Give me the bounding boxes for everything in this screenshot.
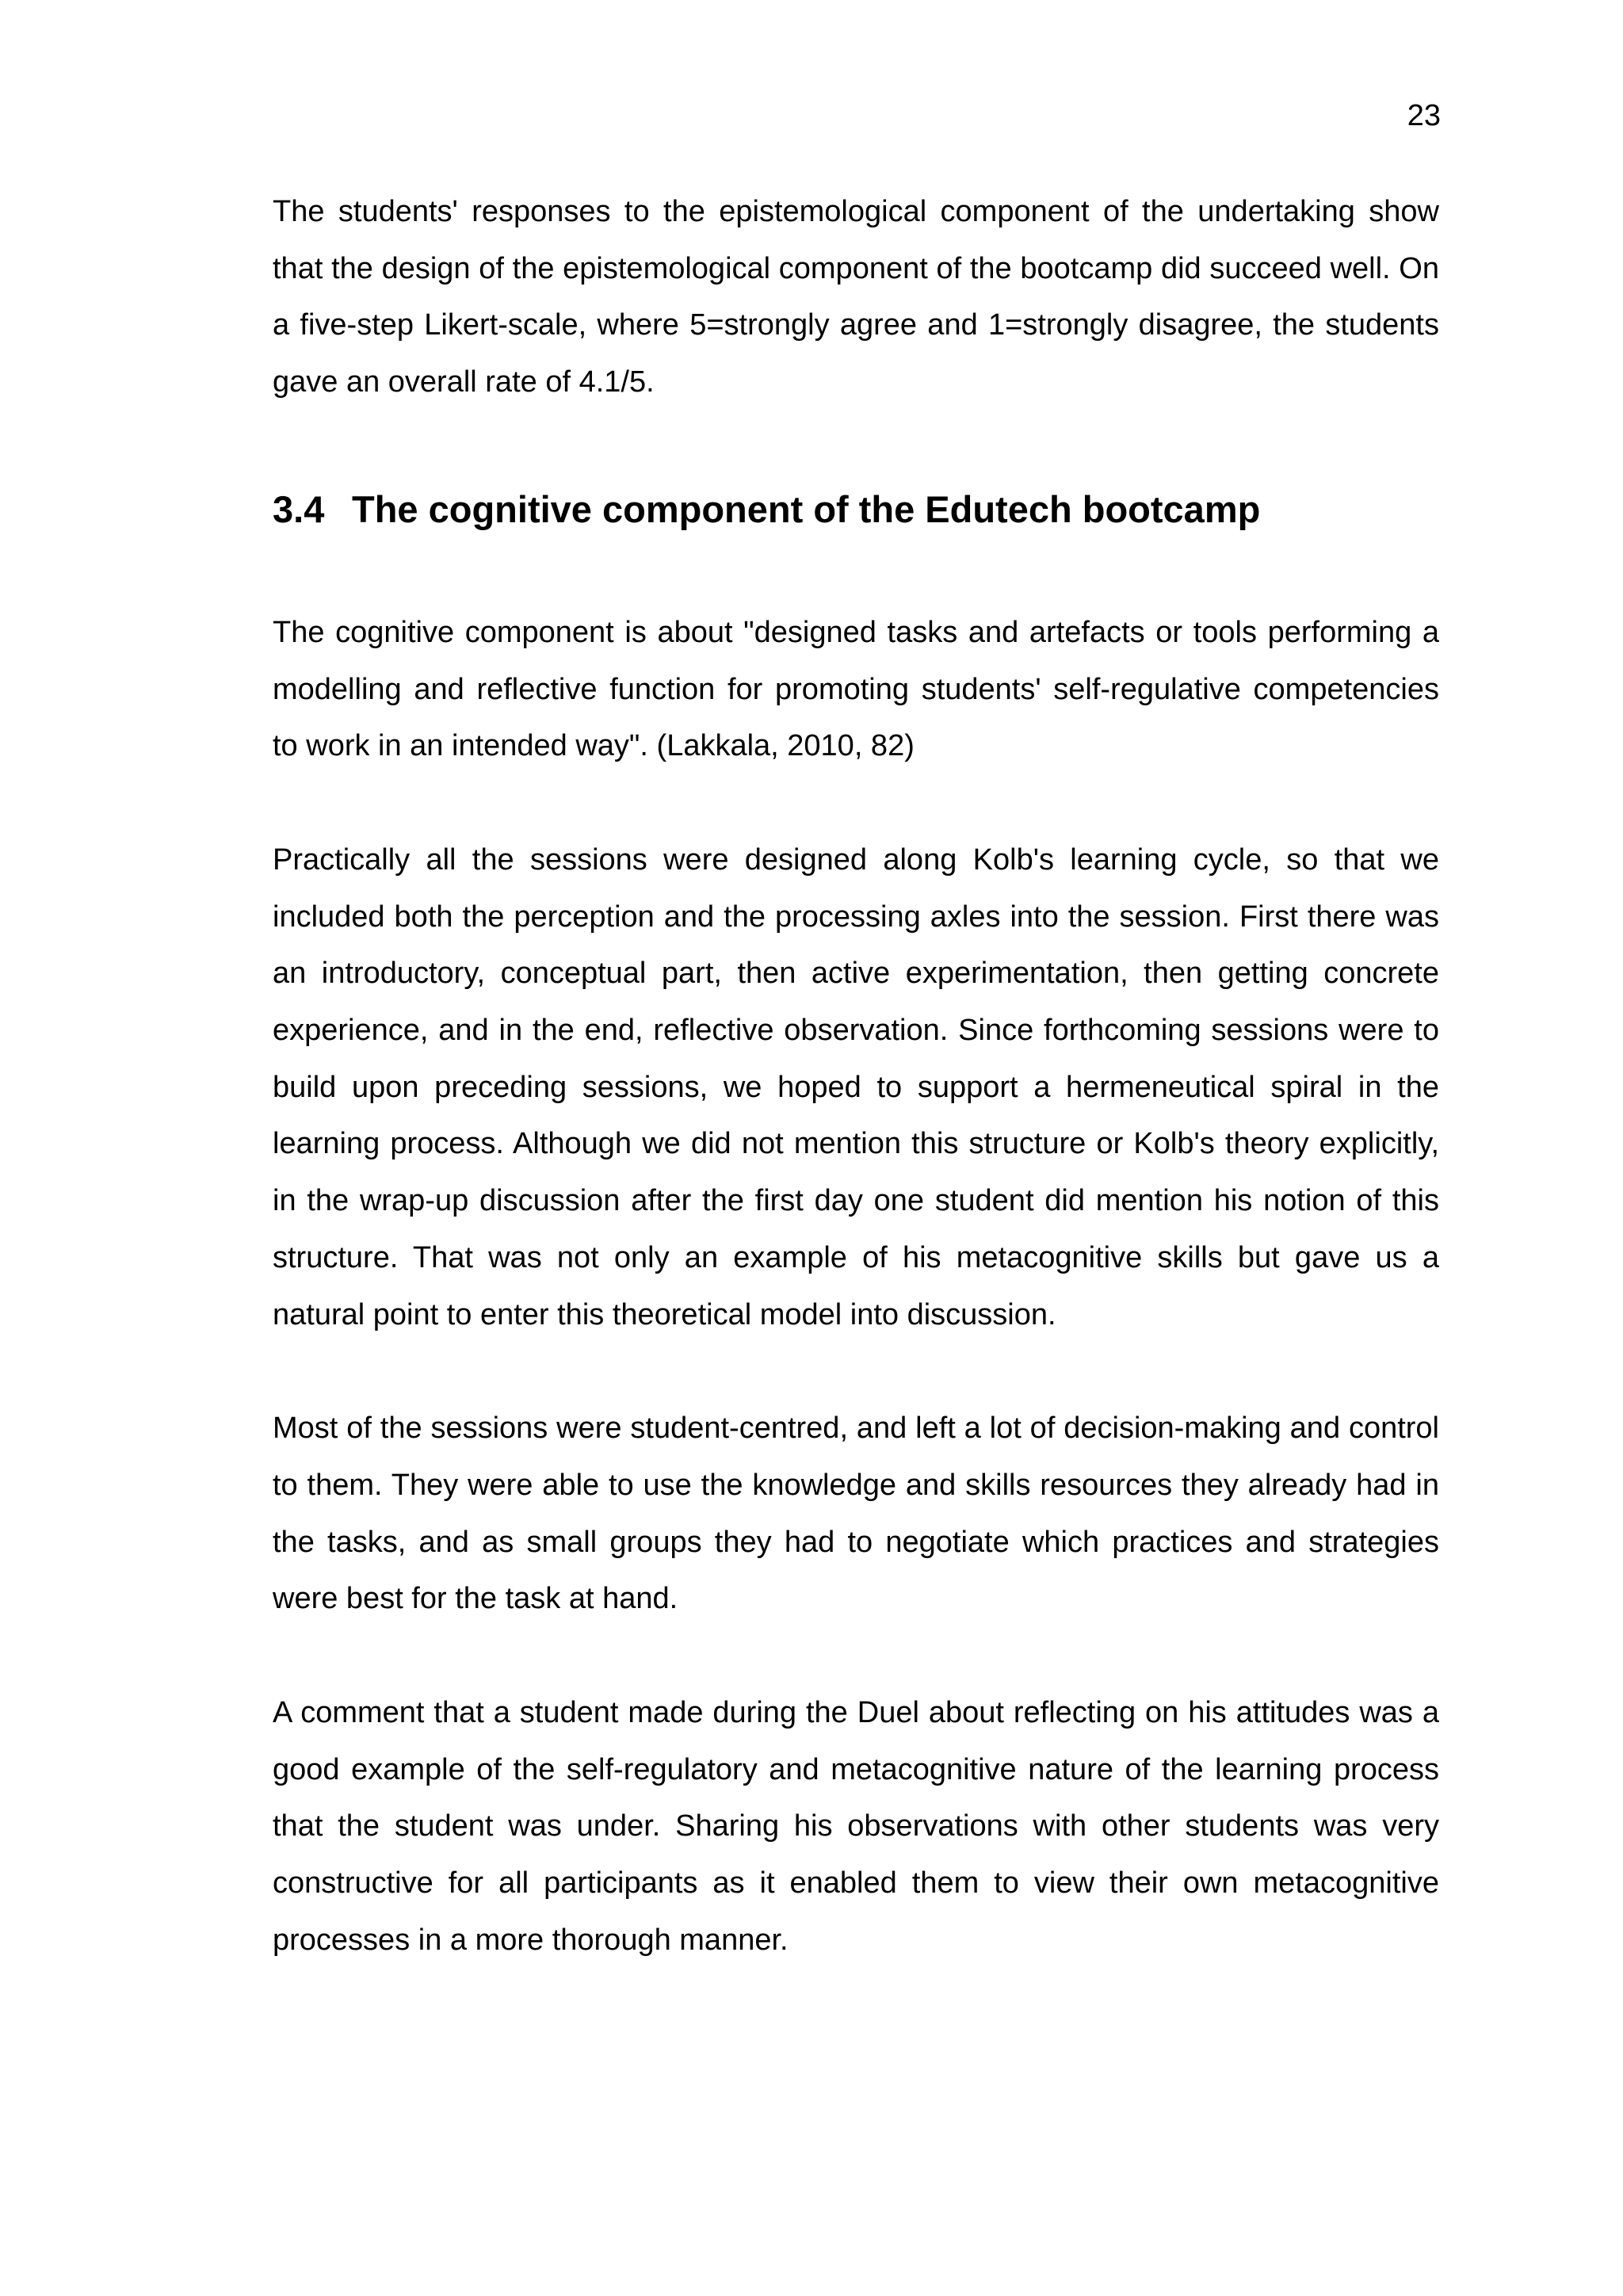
- section-title: The cognitive component of the Edutech bootcamp: [352, 487, 1261, 530]
- section-number: 3.4: [273, 487, 325, 530]
- paragraph-epistemological-results: The students' responses to the epistemological component of the undertaking show that the design of the epistemological component of the bootcamp did succeed well. On a five-step Likert-scale, where 5=strongly agree and 1=strongly disagree, the students gave an overall rate of 4.1/5.: [273, 195, 1439, 399]
- page-content: [273, 184, 1439, 1969]
- section-heading: [273, 487, 1439, 532]
- paragraph-kolb-cycle: Practically all the sessions were designed along Kolb's learning cycle, so that we included both the perception and the processing axles into the session. First there was an introductory, conceptual part, then active experimentation, then getting concrete experience, and in the end, reflective observation. Since forthcoming sessions were to build upon preceding sessions, we hoped to support a hermeneutical spiral in the learning process. Although we did not mention this structure or Kolb's theory explicitly, in the wrap-up discussion after the first day one student did mention his notion of this structure. That was not only an example of his metacognitive skills but gave us a natural point to enter this theoretical model into discussion.: [273, 842, 1439, 1331]
- paragraph-cognitive-definition: The cognitive component is about "designed tasks and artefacts or tools performing a modelling and reflective function for promoting students' self-regulative competencies to work in an intended way". (Lakkala, 2010, 82): [273, 615, 1439, 763]
- paragraph-student-centred: Most of the sessions were student-centred, and left a lot of decision-making and control to them. They were able to use the knowledge and skills resources they already had in the tasks, and as small groups they had to negotiate which practices and strategies were best for the task at hand.: [273, 1412, 1439, 1616]
- paragraph-duel-comment: A comment that a student made during the Duel about reflecting on his attitudes was a good example of the self-regulatory and metacognitive nature of the learning process that the student was under. Sharing his observations with other students was very constructive for all participants as it enabled them to view their own metacognitive processes in a more thorough manner.: [273, 1696, 1439, 1957]
- page-number: 23: [1407, 99, 1441, 132]
